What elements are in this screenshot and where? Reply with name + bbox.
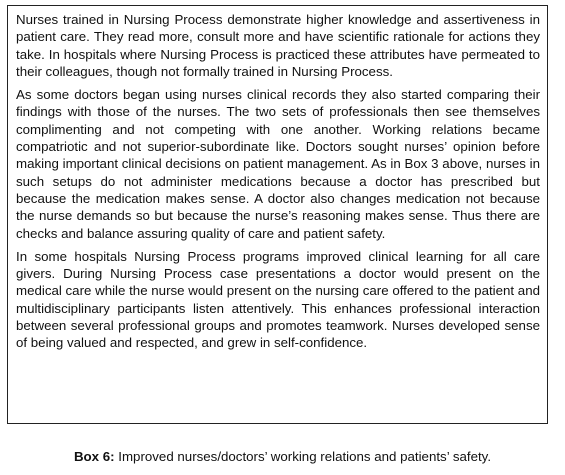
caption-label: Box 6:: [73, 449, 115, 464]
text-box: [7, 5, 548, 424]
paragraph-nursing-process-knowledge: Nurses trained in Nursing Process demonstrate higher knowledge and assertiveness in patient care. They read more, consult more and have scientific rationale for actions they take. In hospitals where Nursing Process is practiced these attributes have permeated to their colleagues, though not formally trained in Nursing Process.: [16, 12, 540, 79]
paragraph-clinical-learning: In some hospitals Nursing Process programs improved clinical learning for all care givers. During Nursing Process case presentations a doctor would present on the medical care while the nurse would present on the nursing care offered to the patient and multidisciplinary participants listen attentively. This enhances professional interaction between several professional groups and promotes teamwork. Nurses developed sense of being valued and respected, and grew in self-confidence.: [16, 248, 540, 351]
paragraph-doctor-nurse-collaboration: As some doctors began using nurses clinical records they also started comparing their findings with those of the nurses. The two sets of professionals then see themselves complimenting and not competing with one another. Working relations became compatriotic and not superior-subordinate like. Doctors sought nurses’ opinion before making important clinical decisions on patient management. As in Box 3 above, nurses in such setups do not administer medications because a doctor has prescribed but because the medication makes sense. A doctor also changes medication not because the nurse demands so but because the nurse’s reasoning makes sense. Thus there are checks and balance assuring quality of care and patient safety.: [16, 87, 540, 241]
box-caption: [0, 448, 565, 465]
caption-text: Improved nurses/doctors’ working relations and patients’ safety.: [114, 449, 492, 464]
